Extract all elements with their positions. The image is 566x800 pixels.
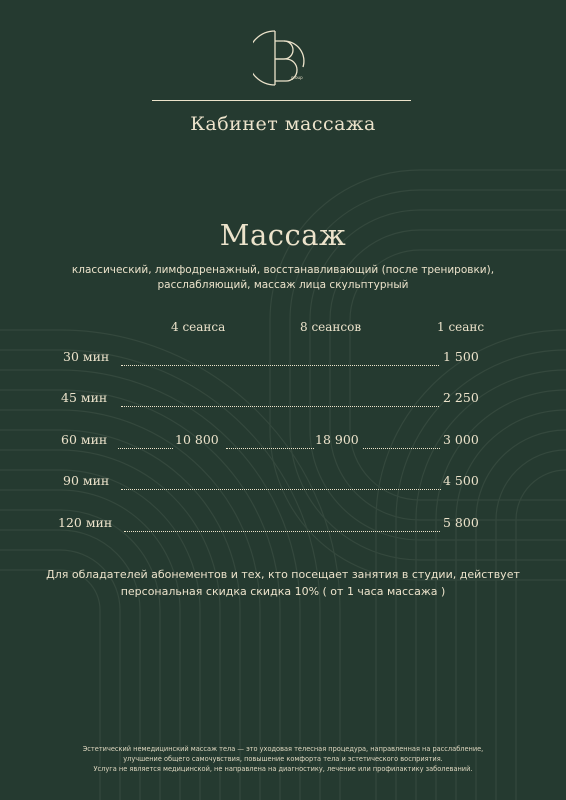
price-single: 3 000 <box>443 432 479 447</box>
price-single: 2 250 <box>443 390 479 405</box>
price-eight-sessions: 18 900 <box>315 432 359 447</box>
duration-label: 90 мин <box>63 473 110 488</box>
duration-label: 30 мин <box>63 349 110 364</box>
header-divider <box>152 100 411 101</box>
price-single: 1 500 <box>443 349 479 364</box>
duration-label: 45 мин <box>61 390 108 405</box>
discount-note-line: Для обладателей абонементов и тех, кто посещает занятия в студии, действует <box>46 568 520 581</box>
dot-leader <box>226 448 314 449</box>
dot-leader <box>121 365 439 366</box>
dot-leader <box>124 531 440 532</box>
disclaimer-line: Эстетический немедицинский массаж тела — это уходовая телесная процедура, направленная на расслабление, <box>82 745 484 753</box>
dot-leader <box>118 448 173 449</box>
service-description-line: расслабляющий, массаж лица скульптурный <box>157 279 409 291</box>
discount-note-line: персональная скидка скидка 10% ( от 1 часа массажа ) <box>120 585 446 598</box>
disclaimer-line: Услуга не является медицинской, не направлена на диагностику, лечение или профилактику заболеваний. <box>93 765 473 773</box>
service-description-line: классический, лимфодренажный, восстанавливающий (после тренировки), <box>71 264 495 276</box>
price-four-sessions: 10 800 <box>175 432 219 447</box>
section-title: Кабинет массажа <box>190 113 376 135</box>
price-row <box>0 349 566 369</box>
price-row <box>0 390 566 410</box>
header-8-sessions: 8 сеансов <box>300 320 362 334</box>
price-row <box>0 473 566 493</box>
price-row <box>0 515 566 535</box>
service-title: Массаж <box>219 218 347 252</box>
logo-small-text: group <box>291 75 303 80</box>
price-single: 5 800 <box>443 515 479 530</box>
discount-note <box>40 566 526 600</box>
db-monogram-logo-icon <box>253 27 309 89</box>
legal-disclaimer <box>30 744 536 774</box>
price-row <box>0 432 566 452</box>
dot-leader <box>121 406 439 407</box>
service-description <box>40 263 526 293</box>
dot-leader <box>363 448 440 449</box>
header-4-sessions: 4 сеанса <box>171 320 226 334</box>
disclaimer-line: улучшение общего самочувствия, повышение комфорта тела и эстетического восприятия. <box>123 755 443 763</box>
header-1-session: 1 сеанс <box>437 320 485 334</box>
price-single: 4 500 <box>443 473 479 488</box>
duration-label: 60 мин <box>61 432 108 447</box>
dot-leader <box>121 489 441 490</box>
duration-label: 120 мин <box>58 515 113 530</box>
